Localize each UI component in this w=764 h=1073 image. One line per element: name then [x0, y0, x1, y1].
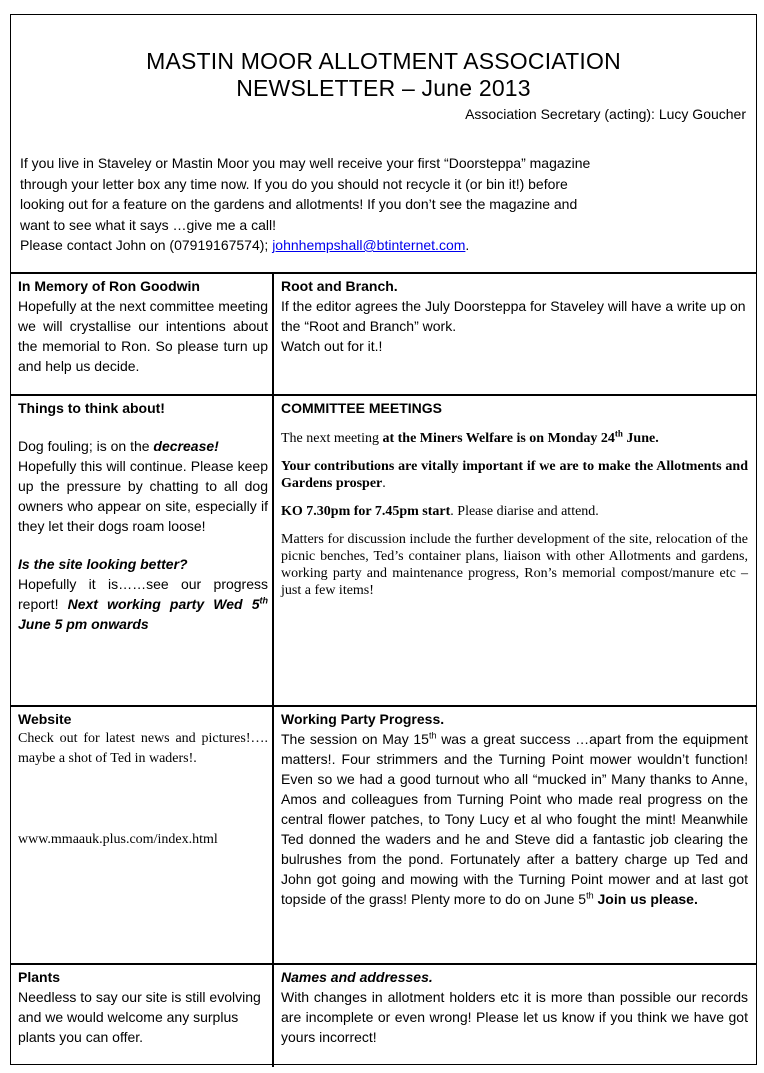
site-question: Is the site looking better?	[18, 556, 188, 572]
root-note: Watch out for it.!	[281, 338, 383, 354]
meeting-month: June.	[622, 431, 659, 446]
join-us-text: Join us please.	[597, 891, 698, 907]
meeting-location: at the Miners Welfare is on Monday 24	[382, 431, 615, 446]
site-text: Hopefully it is……see our progress report!	[18, 576, 268, 612]
committee-cell	[281, 398, 748, 599]
spacer	[18, 418, 268, 436]
spacer	[281, 447, 748, 458]
working-text-b: was a great success …apart from the equipment matters!. Four strimmers and the Turning Point mower wouldn’t function! Even so we had a good turnout who all “mucked in” Many thanks to Anne, Amos and colleagues from Turning Point who made real progress on the central flower patches, to Tony Lucy et al who fought the mint! Meanwhile Ted donned the waders and he and Steve did a fantastic job clearing the bulrushes from the pond. Fortunately after a battery charge up Ted and John got going and mowing with the Turning Point mower and at last got topside of the grass! Plenty more to do on June 5	[281, 731, 748, 907]
committee-contributions	[281, 458, 748, 492]
spacer	[18, 769, 268, 831]
working-sup: th	[428, 730, 437, 741]
start-time: KO 7.30pm for 7.45pm start	[281, 504, 451, 519]
spacer	[281, 492, 748, 503]
spacer	[281, 520, 748, 531]
website-heading: Website	[18, 711, 72, 727]
root-heading: Root and Branch.	[281, 278, 398, 294]
website-cell	[18, 709, 268, 848]
spacer	[281, 418, 748, 430]
root-cell	[281, 276, 748, 356]
next-party-sup: th	[259, 595, 268, 606]
contact-suffix: .	[465, 237, 470, 253]
table-top-border	[11, 272, 756, 274]
plants-heading: Plants	[18, 969, 61, 985]
working-text-a: The session on May 15	[281, 731, 429, 747]
row-divider	[11, 394, 756, 396]
contributions-text: Your contributions are vitally important if we are to make the Allotments and Gardens prosper	[281, 459, 748, 491]
committee-matters: Matters for discussion include the further development of the site, relocation of the picnic benches, Ted’s container plans, liaison with other Allotments and gardens, working party and maintenance progress, Ron’s memorial compost/manure etc – just a few items!	[281, 532, 748, 598]
plants-cell	[18, 967, 268, 1047]
names-heading: Names and addresses.	[281, 969, 433, 985]
next-party-prefix: Next working party Wed 5	[67, 596, 260, 612]
memory-cell	[18, 276, 268, 376]
intro-paragraph	[20, 153, 748, 256]
intro-line: If you live in Staveley or Mastin Moor you may well receive your first “Doorsteppa” magazine	[20, 155, 591, 171]
contributions-end: .	[382, 476, 386, 491]
committee-next-meeting	[281, 430, 748, 447]
memory-heading: In Memory of Ron Goodwin	[18, 278, 200, 294]
dog-fouling-text	[18, 436, 268, 456]
meeting-prefix: The next meeting	[281, 431, 383, 446]
newsletter-page	[10, 14, 757, 1065]
row-divider	[11, 963, 756, 965]
working-party-cell	[281, 709, 748, 909]
contact-prefix: Please contact John on (07919167574);	[20, 237, 273, 253]
spacer	[18, 536, 268, 554]
email-link[interactable]: johnhempshall@btinternet.com	[272, 237, 466, 253]
decrease-emphasis: decrease!	[153, 438, 219, 454]
newsletter-title-line1: MASTIN MOOR ALLOTMENT ASSOCIATION	[146, 48, 621, 74]
meeting-sup: th	[614, 428, 623, 439]
plants-body: Needless to say our site is still evolving and we would welcome any surplus plants you can offer.	[18, 989, 261, 1045]
root-body: If the editor agrees the July Doorsteppa for Staveley will have a write up on the “Root and Branch” work.	[281, 298, 746, 334]
newsletter-title-line2: NEWSLETTER – June 2013	[236, 75, 531, 101]
intro-line: want to see what it says …give me a call!	[20, 216, 276, 233]
meeting-details	[382, 428, 659, 446]
intro-line: through your letter box any time now. If you do you should not recycle it (or bin it!) before	[20, 175, 568, 192]
committee-heading: COMMITTEE MEETINGS	[281, 400, 442, 416]
dog-fouling-body: Hopefully this will continue. Please keep up the pressure by chatting to all dog owners who appear on site, especially if they let their dogs roam loose!	[18, 458, 268, 534]
site-progress-text	[18, 574, 268, 634]
contact-line	[20, 235, 748, 256]
next-party-suffix: June 5 pm onwards	[18, 616, 149, 632]
start-time-note: . Please diarise and attend.	[450, 504, 599, 519]
memory-body: Hopefully at the next committee meeting we will crystallise our intentions about the memorial to Ron. So please turn up and help us decide.	[18, 298, 268, 374]
website-url[interactable]: www.mmaauk.plus.com/index.html	[18, 832, 218, 847]
secretary-line: Association Secretary (acting): Lucy Goucher	[465, 106, 746, 122]
working-party-body	[281, 729, 748, 909]
committee-start-time	[281, 503, 748, 520]
think-heading: Things to think about!	[18, 400, 165, 416]
website-body: Check out for latest news and pictures!…. maybe a shot of Ted in waders!.	[18, 731, 268, 766]
working-sup2: th	[586, 890, 594, 901]
column-divider	[272, 273, 274, 1067]
working-party-heading: Working Party Progress.	[281, 711, 445, 727]
intro-line: looking out for a feature on the gardens and allotments! If you don’t see the magazine and	[20, 196, 578, 212]
think-cell	[18, 398, 268, 634]
names-body: With changes in allotment holders etc it is more than possible our records are incomplete or even wrong! Please let us know if you think we have got yours incorrect!	[281, 989, 748, 1045]
row-divider	[11, 705, 756, 707]
names-cell	[281, 967, 748, 1047]
dog-fouling-label: Dog fouling; is on the	[18, 438, 154, 454]
